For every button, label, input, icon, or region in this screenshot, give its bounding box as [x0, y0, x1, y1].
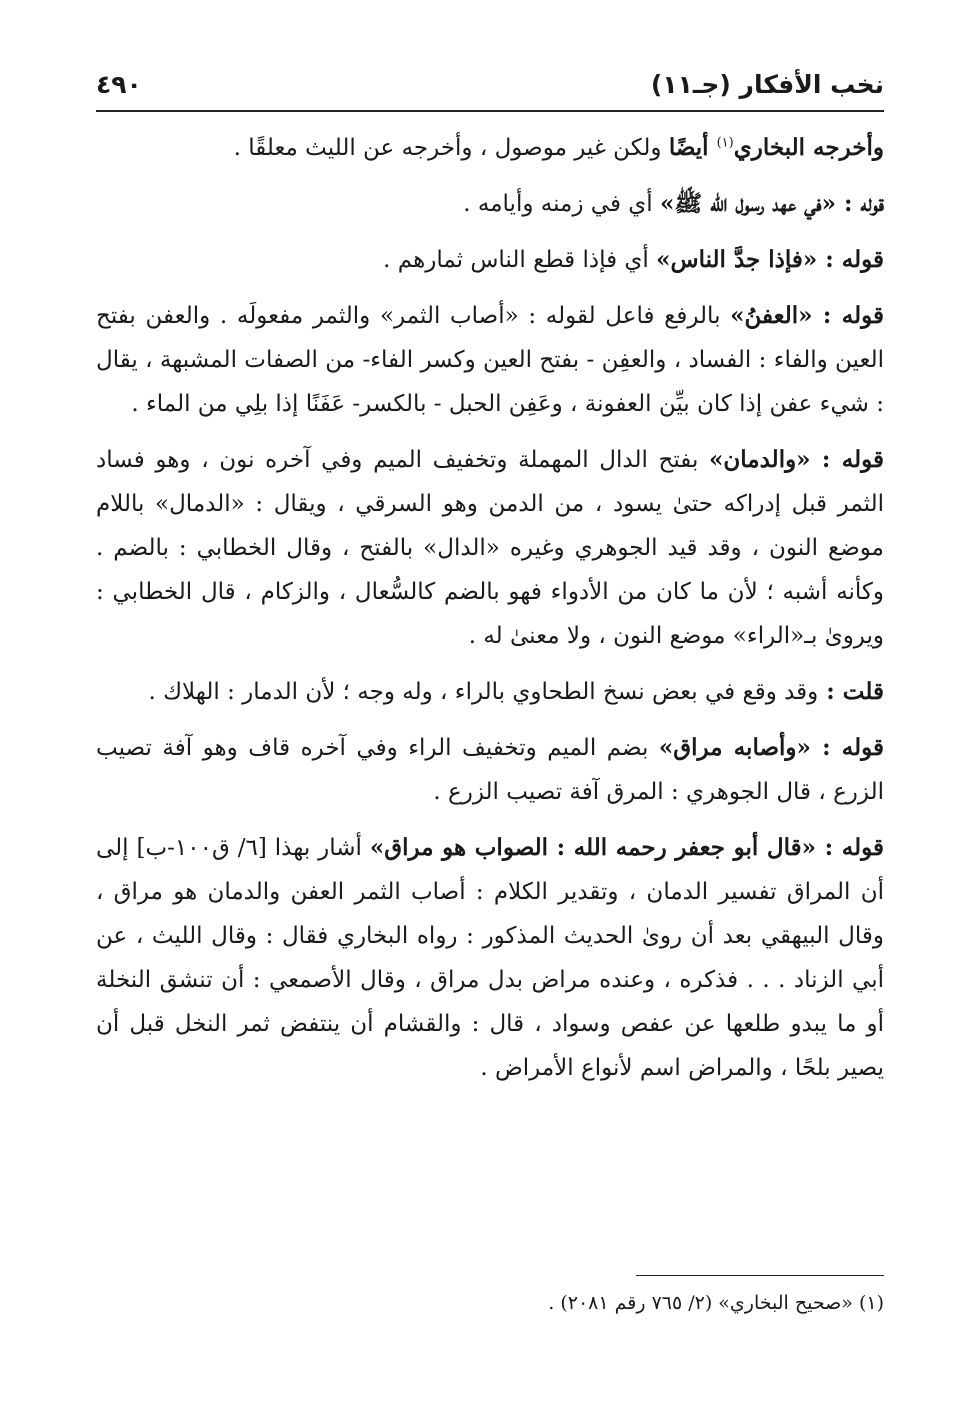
footnote-rule	[636, 1275, 884, 1276]
book-page	[96, 60, 884, 1360]
paragraph: قوله : «العفنُ» بالرفع فاعل لقوله : «أصاب الثمر» والثمر مفعولَه . والعفن بفتح العين والفاء : الفساد ، والعفِن - بفتح العين وكسر الفاء- من الصفات المشبهة ، يقال : شيء عفن إذا كان بيِّن العفونة ، وعَفِن الحبل - بالكسر- عَفَنًا إذا بلِي من الماء .	[96, 302, 884, 417]
running-header	[96, 60, 884, 108]
book-title: نخب الأفكار (جـ١١)	[650, 69, 884, 99]
footnote-ref: (١)	[716, 135, 734, 151]
footnote: (١) «صحيح البخاري» (٢/ ٧٦٥ رقم ٢٠٨١) .	[548, 1292, 884, 1314]
paragraph: وأخرجه البخاري$^{(١)}$ أيضًا ولكن غير موصول ، وأخرجه عن الليث معلقًا .	[233, 134, 884, 161]
paragraph: قوله : «قال أبو جعفر رحمه الله : الصواب هو مراق» أشار بهذا [٦/ ق١٠٠-ب] إلى أن المراق تفسير الدمان ، وتقدير الكلام : أصاب الثمر العفن والدمان هو مراق ، وقال البيهقي بعد أن روىٰ الحديث المذكور : رواه البخاري فقال : وقال الليث ، عن أبي الزناد . . . فذكره ، وعنده مراض بدل مراق ، وقال الأصمعي : أن تنشق النخلة أو ما يبدو طلعها عن عفص وسواد ، قال : والقشام أن ينتفض ثمر النخل قبل أن يصير بلحًا ، والمراض اسم لأنواع الأمراض .	[96, 834, 884, 1081]
paragraph: قلت : وقد وقع في بعض نسخ الطحاوي بالراء ، وله وجه ؛ لأن الدمار : الهلاك .	[148, 678, 884, 705]
main-text	[96, 126, 884, 1102]
page-number: ٤٩٠	[96, 69, 142, 99]
paragraph: قوله : «والدمان» بفتح الدال المهملة وتخفيف الميم وفي آخره نون ، وهو فساد الثمر قبل إدراكه حتىٰ يسود ، من الدمن وهو السرقي ، ويقال : «الدمال» باللام موضع النون ، وقد قيد الجوهري وغيره «الدال» بالفتح ، وقال الخطابي : بالضم . وكأنه أشبه ؛ لأن ما كان من الأدواء فهو بالضم كالسُّعال ، والزكام ، قال الخطابي : ويروىٰ بـ«الراء» موضع النون ، ولا معنىٰ له .	[96, 446, 884, 649]
paragraph: قوله : «فإذا جدَّ الناس» أي فإذا قطع الناس ثمارهم .	[383, 246, 884, 273]
paragraph: قوله : «وأصابه مراق» بضم الميم وتخفيف الراء وفي آخره قاف وهو آفة تصيب الزرع ، قال الجوهري : المرق آفة تصيب الزرع .	[96, 734, 884, 805]
header-rule	[96, 110, 884, 112]
paragraph: قوله : «في عهد رسول الله ﷺ» أي في زمنه وأيامه .	[463, 190, 884, 217]
